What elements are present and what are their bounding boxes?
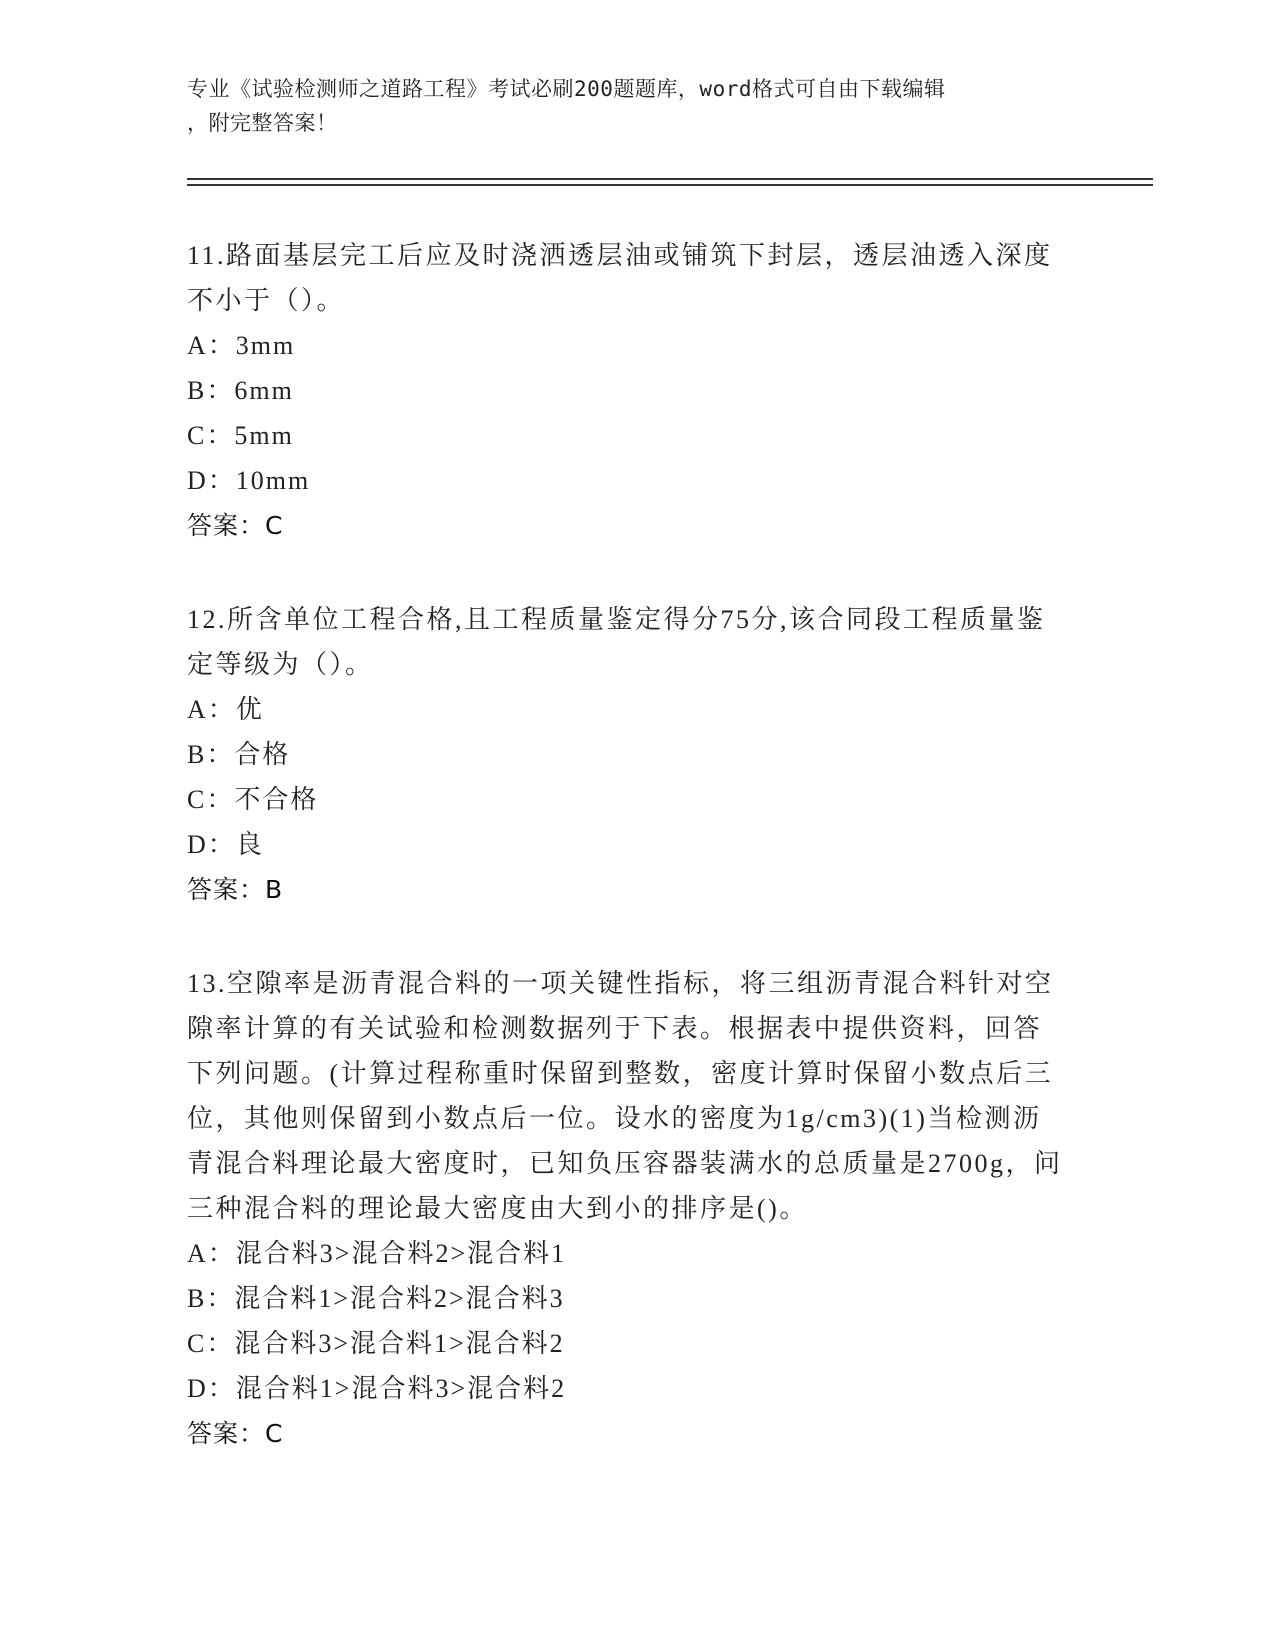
header-divider-bottom bbox=[187, 184, 1153, 186]
question-stem: 13.空隙率是沥青混合料的一项关键性指标，将三组沥青混合料针对空隙率计算的有关试验和检测数据列于下表。根据表中提供资料，回答下列问题。(计算过程称重时保留到整数，密度计算时保留小数点后三位，其他则保留到小数点后一位。设水的密度为1g/cm3)(1)当检测沥青混合料理论最大密度时，已知负压容器装满水的总质量是2700g，问三种混合料的理论最大密度由大到小的排序是()。 bbox=[187, 969, 1063, 1223]
question-11 bbox=[187, 233, 1067, 548]
option-d: D：良 bbox=[187, 830, 264, 859]
header-divider-top bbox=[187, 178, 1153, 180]
header-subtitle-line: ，附完整答案！ bbox=[187, 111, 338, 135]
answer-line: 答案：B bbox=[187, 875, 284, 904]
option-a: A：优 bbox=[187, 695, 264, 724]
option-c: C：混合料3>混合料1>混合料2 bbox=[187, 1329, 565, 1358]
question-stem: 12.所含单位工程合格,且工程质量鉴定得分75分,该合同段工程质量鉴定等级为（）。 bbox=[187, 605, 1046, 679]
option-c: C：5mm bbox=[187, 421, 294, 450]
option-b: B：合格 bbox=[187, 740, 291, 769]
header-title-line: 专业《试验检测师之道路工程》考试必刷200题题库，word格式可自由下载编辑 bbox=[187, 77, 946, 101]
document-header bbox=[187, 72, 1067, 140]
option-d: D：混合料1>混合料3>混合料2 bbox=[187, 1374, 567, 1403]
question-stem: 11.路面基层完工后应及时浇洒透层油或铺筑下封层，透层油透入深度不小于（）。 bbox=[187, 241, 1053, 315]
option-a: A：混合料3>混合料2>混合料1 bbox=[187, 1239, 567, 1268]
option-c: C：不合格 bbox=[187, 785, 319, 814]
question-12 bbox=[187, 597, 1067, 912]
answer-line: 答案：C bbox=[187, 1419, 284, 1448]
option-a: A：3mm bbox=[187, 331, 296, 360]
question-13 bbox=[187, 961, 1067, 1456]
option-d: D：10mm bbox=[187, 466, 311, 495]
answer-line: 答案：C bbox=[187, 511, 284, 540]
option-b: B：6mm bbox=[187, 376, 294, 405]
option-b: B：混合料1>混合料2>混合料3 bbox=[187, 1284, 565, 1313]
